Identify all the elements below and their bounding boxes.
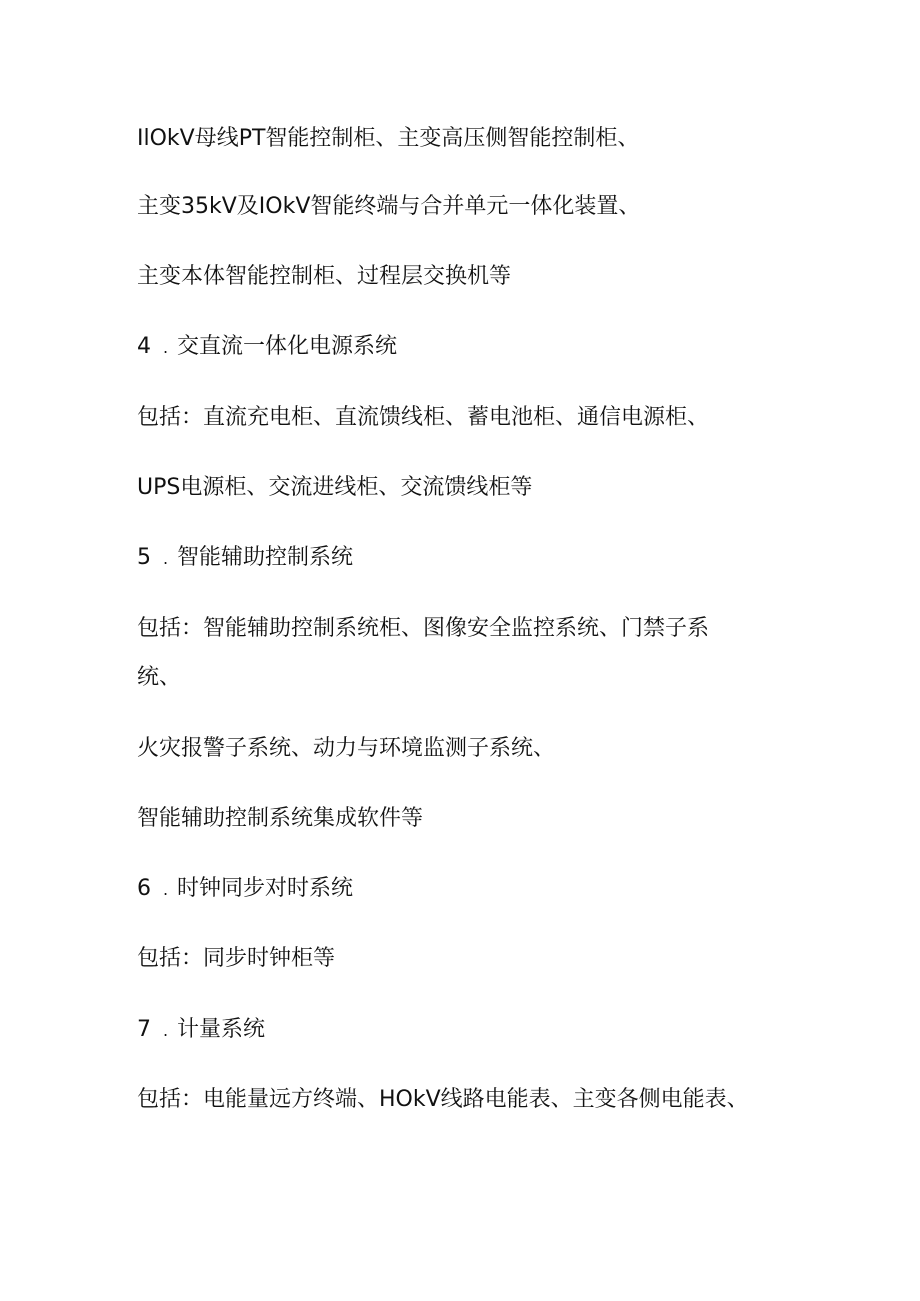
text-line: 火灾报警子系统、动力与环境监测子系统、 bbox=[137, 736, 556, 761]
text-line: 主变本体智能控制柜、过程层交换机等 bbox=[137, 264, 512, 289]
section-heading-4 bbox=[137, 332, 397, 363]
section-heading-6 bbox=[137, 874, 353, 905]
section-title: 时钟同步对时系统 bbox=[177, 876, 354, 901]
section-dot: . bbox=[163, 549, 169, 568]
section-title: 智能辅助控制系统 bbox=[177, 545, 354, 570]
section-heading-7 bbox=[137, 1015, 265, 1046]
section-number: 7 bbox=[137, 1017, 151, 1042]
text-line: 包括：直流充电柜、直流馈线柜、蓄电池柜、通信电源柜、 bbox=[137, 405, 710, 430]
section-dot: . bbox=[163, 880, 169, 899]
text-line: IlOkV母线PT智能控制柜、主变高压侧智能控制柜、 bbox=[137, 126, 640, 151]
section-number: 4 bbox=[137, 334, 151, 359]
text-line: 包括：电能量远方终端、HOkV线路电能表、主变各侧电能表、 bbox=[137, 1087, 749, 1112]
section-number: 5 bbox=[137, 545, 151, 570]
text-line: 主变35kV及IOkV智能终端与合并单元一体化装置、 bbox=[137, 194, 641, 219]
section-number: 6 bbox=[137, 876, 151, 901]
section-dot: . bbox=[163, 1021, 169, 1040]
text-line: 统、 bbox=[137, 665, 182, 690]
section-title: 计量系统 bbox=[177, 1017, 266, 1042]
text-line: UPS电源柜、交流进线柜、交流馈线柜等 bbox=[137, 475, 533, 500]
text-line: 包括：智能辅助控制系统柜、图像安全监控系统、门禁子系 bbox=[137, 616, 710, 641]
section-heading-5 bbox=[137, 543, 353, 574]
section-dot: . bbox=[163, 338, 169, 357]
text-line: 智能辅助控制系统集成软件等 bbox=[137, 806, 424, 831]
text-line: 包括：同步时钟柜等 bbox=[137, 946, 336, 971]
section-title: 交直流一体化电源系统 bbox=[177, 334, 398, 359]
